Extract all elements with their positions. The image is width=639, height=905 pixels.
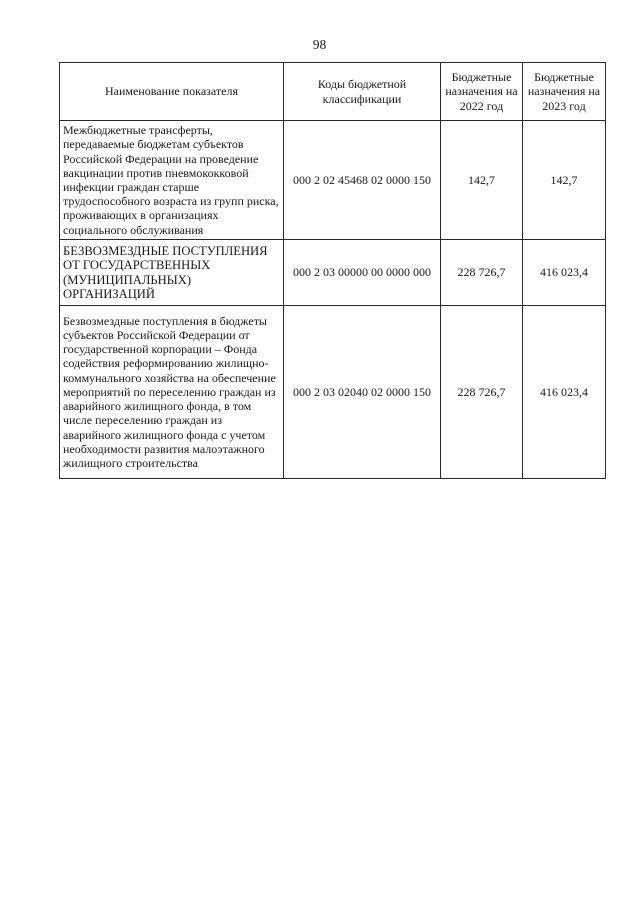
table-header-row — [60, 63, 606, 121]
row-value-2022: 142,7 — [441, 121, 523, 240]
row-value-2022: 228 726,7 — [441, 306, 523, 479]
table-row — [60, 306, 606, 479]
header-code: Коды бюджетной классификации — [284, 63, 441, 121]
row-value-2023: 142,7 — [523, 121, 606, 240]
header-2023: Бюджетные назначения на 2023 год — [523, 63, 606, 121]
row-code: 000 2 03 00000 00 0000 000 — [284, 240, 441, 306]
row-value-2023: 416 023,4 — [523, 240, 606, 306]
row-name: Межбюджетные трансферты, передаваемые бюджетам субъектов Российской Федерации на проведение вакцинации против пневмококковой инфекции граждан старше трудоспособного возраста из групп риска, проживающих в организациях социального обслуживания — [60, 121, 284, 240]
row-code: 000 2 02 45468 02 0000 150 — [284, 121, 441, 240]
table-row — [60, 121, 606, 240]
row-value-2023: 416 023,4 — [523, 306, 606, 479]
table-row — [60, 240, 606, 306]
row-name: БЕЗВОЗМЕЗДНЫЕ ПОСТУПЛЕНИЯ ОТ ГОСУДАРСТВЕННЫХ (МУНИЦИПАЛЬНЫХ) ОРГАНИЗАЦИЙ — [60, 240, 284, 306]
header-2022: Бюджетные назначения на 2022 год — [441, 63, 523, 121]
header-name: Наименование показателя — [60, 63, 284, 121]
row-value-2022: 228 726,7 — [441, 240, 523, 306]
page-number: 98 — [312, 37, 327, 52]
row-name: Безвозмездные поступления в бюджеты субъектов Российской Федерации от государственной корпорации – Фонда содействия реформированию жилищно-коммунального хозяйства на обеспечение мероприятий по переселению граждан из аварийного жилищного фонда, в том числе переселению граждан из аварийного жилищного фонда с учетом необходимости развития малоэтажного жилищного строительства — [60, 306, 284, 479]
row-code: 000 2 03 02040 02 0000 150 — [284, 306, 441, 479]
budget-table — [59, 62, 606, 479]
